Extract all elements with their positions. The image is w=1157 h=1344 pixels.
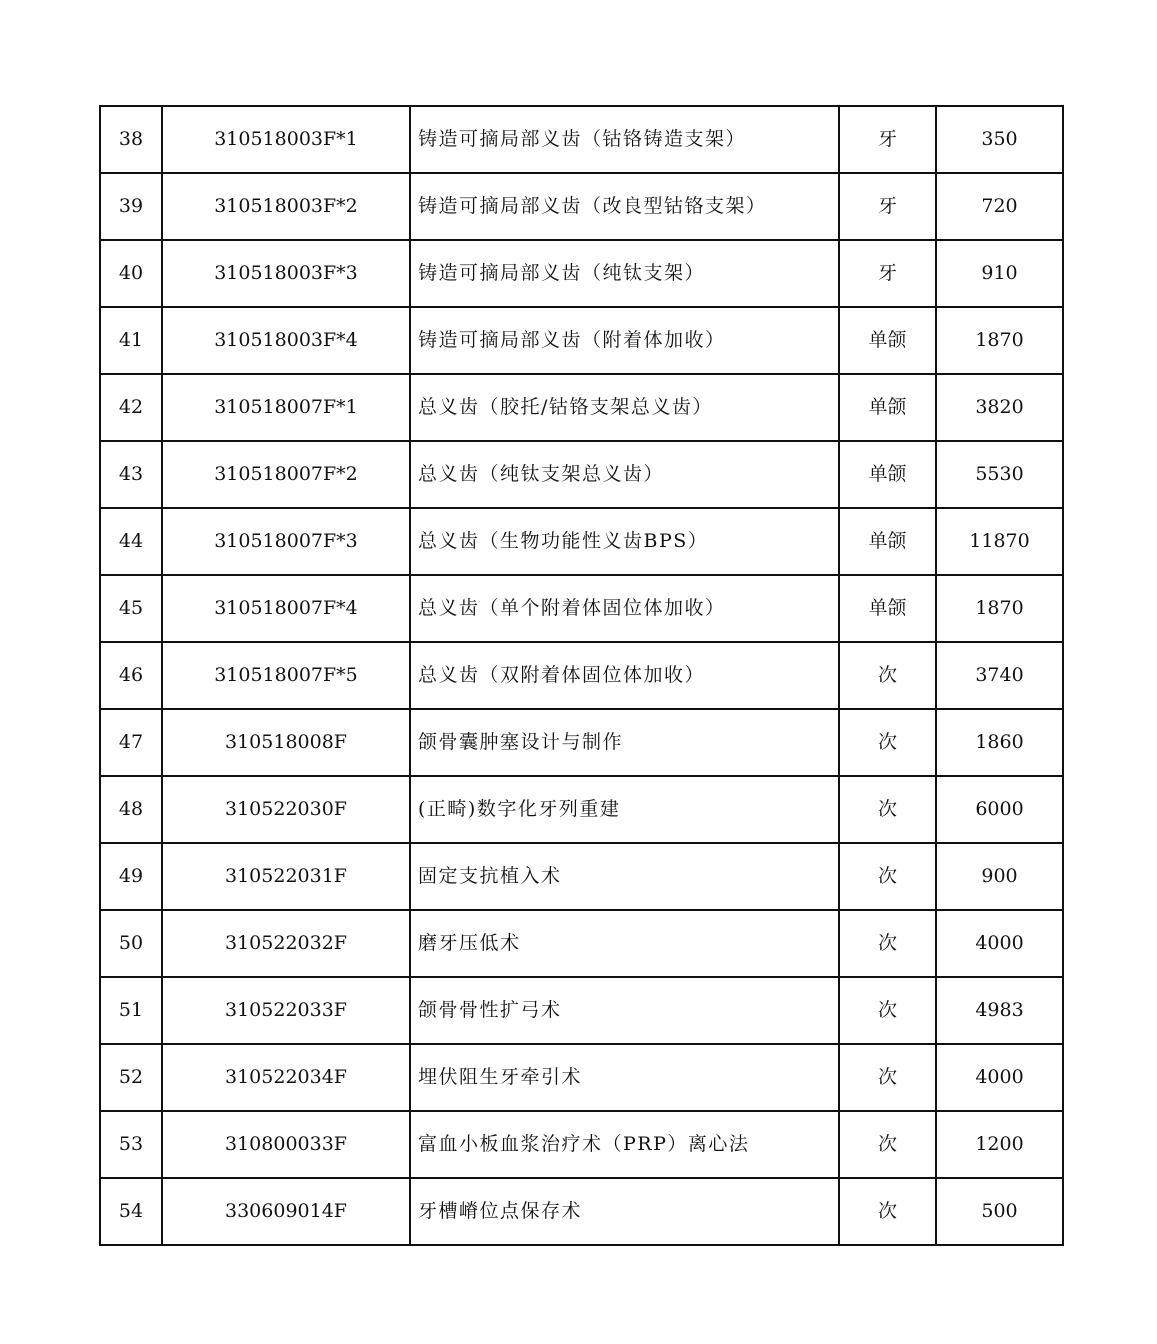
row-number-cell: 40 <box>100 240 162 307</box>
item-code-cell: 310522033F <box>162 977 410 1044</box>
unit-cell: 次 <box>839 776 936 843</box>
row-number-cell: 47 <box>100 709 162 776</box>
table-row <box>100 1044 1063 1111</box>
price-cell: 1870 <box>936 575 1063 642</box>
fee-table <box>99 105 1064 1246</box>
table-row <box>100 977 1063 1044</box>
table-row <box>100 508 1063 575</box>
table-row <box>100 642 1063 709</box>
unit-cell: 次 <box>839 843 936 910</box>
price-cell: 11870 <box>936 508 1063 575</box>
unit-cell: 牙 <box>839 240 936 307</box>
item-code-cell: 310518003F*3 <box>162 240 410 307</box>
item-code-cell: 310522034F <box>162 1044 410 1111</box>
unit-cell: 次 <box>839 910 936 977</box>
item-name-cell: 埋伏阻生牙牵引术 <box>410 1044 839 1111</box>
item-name-cell: 颌骨骨性扩弓术 <box>410 977 839 1044</box>
row-number-cell: 44 <box>100 508 162 575</box>
price-cell: 720 <box>936 173 1063 240</box>
table-row <box>100 307 1063 374</box>
item-code-cell: 310518008F <box>162 709 410 776</box>
item-name-cell: 总义齿（纯钛支架总义齿） <box>410 441 839 508</box>
unit-cell: 次 <box>839 709 936 776</box>
price-cell: 1200 <box>936 1111 1063 1178</box>
table-row <box>100 173 1063 240</box>
unit-cell: 牙 <box>839 173 936 240</box>
item-name-cell: 总义齿（单个附着体固位体加收） <box>410 575 839 642</box>
row-number-cell: 41 <box>100 307 162 374</box>
unit-cell: 牙 <box>839 106 936 173</box>
table-row <box>100 1111 1063 1178</box>
price-cell: 500 <box>936 1178 1063 1245</box>
row-number-cell: 45 <box>100 575 162 642</box>
table-row <box>100 441 1063 508</box>
price-cell: 3820 <box>936 374 1063 441</box>
item-name-cell: 铸造可摘局部义齿（改良型钴铬支架） <box>410 173 839 240</box>
item-name-cell: 总义齿（胶托/钴铬支架总义齿） <box>410 374 839 441</box>
unit-cell: 单颌 <box>839 374 936 441</box>
item-code-cell: 310518003F*4 <box>162 307 410 374</box>
price-cell: 4000 <box>936 1044 1063 1111</box>
item-code-cell: 310518007F*1 <box>162 374 410 441</box>
row-number-cell: 38 <box>100 106 162 173</box>
table-row <box>100 106 1063 173</box>
table-row <box>100 910 1063 977</box>
item-code-cell: 310518007F*4 <box>162 575 410 642</box>
item-name-cell: 磨牙压低术 <box>410 910 839 977</box>
unit-cell: 单颌 <box>839 441 936 508</box>
table-row <box>100 575 1063 642</box>
price-cell: 350 <box>936 106 1063 173</box>
row-number-cell: 43 <box>100 441 162 508</box>
item-name-cell: (正畸)数字化牙列重建 <box>410 776 839 843</box>
price-cell: 3740 <box>936 642 1063 709</box>
table-row <box>100 709 1063 776</box>
row-number-cell: 53 <box>100 1111 162 1178</box>
item-name-cell: 颌骨囊肿塞设计与制作 <box>410 709 839 776</box>
unit-cell: 次 <box>839 1178 936 1245</box>
unit-cell: 单颌 <box>839 508 936 575</box>
item-name-cell: 牙槽嵴位点保存术 <box>410 1178 839 1245</box>
item-code-cell: 310518007F*3 <box>162 508 410 575</box>
price-cell: 4000 <box>936 910 1063 977</box>
item-name-cell: 富血小板血浆治疗术（PRP）离心法 <box>410 1111 839 1178</box>
table-row <box>100 240 1063 307</box>
row-number-cell: 39 <box>100 173 162 240</box>
unit-cell: 次 <box>839 1044 936 1111</box>
row-number-cell: 50 <box>100 910 162 977</box>
item-code-cell: 310518007F*2 <box>162 441 410 508</box>
item-code-cell: 310518007F*5 <box>162 642 410 709</box>
item-name-cell: 总义齿（生物功能性义齿BPS） <box>410 508 839 575</box>
table-row <box>100 1178 1063 1245</box>
price-cell: 900 <box>936 843 1063 910</box>
price-cell: 1870 <box>936 307 1063 374</box>
item-name-cell: 总义齿（双附着体固位体加收） <box>410 642 839 709</box>
item-name-cell: 固定支抗植入术 <box>410 843 839 910</box>
row-number-cell: 51 <box>100 977 162 1044</box>
unit-cell: 次 <box>839 977 936 1044</box>
price-cell: 5530 <box>936 441 1063 508</box>
item-code-cell: 310800033F <box>162 1111 410 1178</box>
item-name-cell: 铸造可摘局部义齿（附着体加收） <box>410 307 839 374</box>
price-cell: 1860 <box>936 709 1063 776</box>
item-code-cell: 330609014F <box>162 1178 410 1245</box>
table-body <box>100 106 1063 1245</box>
row-number-cell: 54 <box>100 1178 162 1245</box>
item-name-cell: 铸造可摘局部义齿（纯钛支架） <box>410 240 839 307</box>
item-code-cell: 310522032F <box>162 910 410 977</box>
unit-cell: 次 <box>839 1111 936 1178</box>
table-row <box>100 843 1063 910</box>
unit-cell: 次 <box>839 642 936 709</box>
row-number-cell: 48 <box>100 776 162 843</box>
unit-cell: 单颌 <box>839 307 936 374</box>
row-number-cell: 42 <box>100 374 162 441</box>
row-number-cell: 49 <box>100 843 162 910</box>
price-cell: 6000 <box>936 776 1063 843</box>
item-code-cell: 310522030F <box>162 776 410 843</box>
price-cell: 910 <box>936 240 1063 307</box>
row-number-cell: 46 <box>100 642 162 709</box>
unit-cell: 单颌 <box>839 575 936 642</box>
item-name-cell: 铸造可摘局部义齿（钴铬铸造支架） <box>410 106 839 173</box>
item-code-cell: 310518003F*1 <box>162 106 410 173</box>
row-number-cell: 52 <box>100 1044 162 1111</box>
item-code-cell: 310518003F*2 <box>162 173 410 240</box>
table-row <box>100 776 1063 843</box>
table-row <box>100 374 1063 441</box>
item-code-cell: 310522031F <box>162 843 410 910</box>
price-cell: 4983 <box>936 977 1063 1044</box>
